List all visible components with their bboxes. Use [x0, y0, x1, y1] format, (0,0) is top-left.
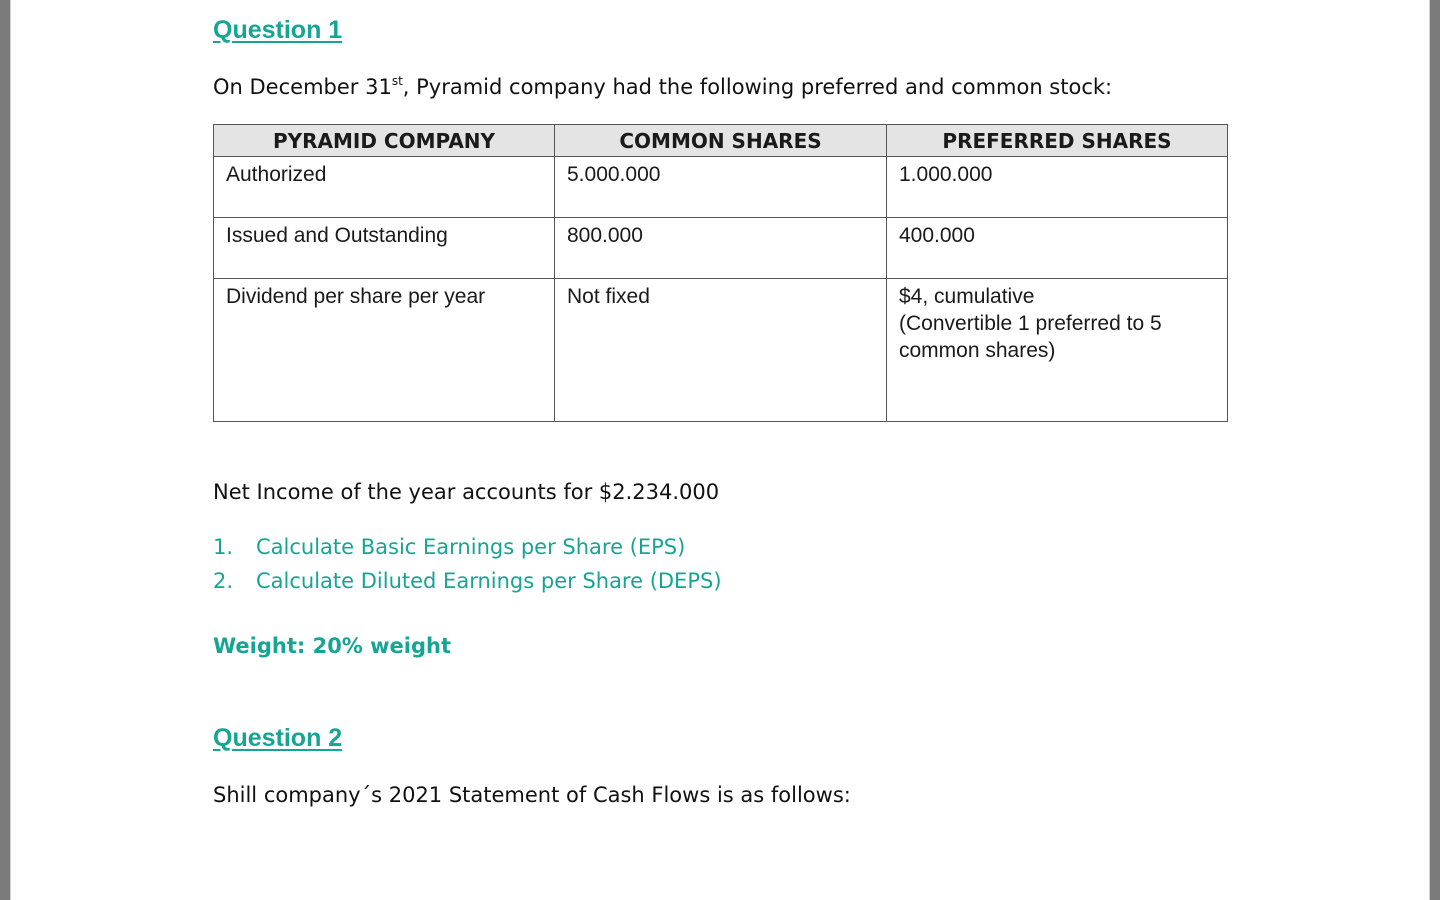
table-cell-label: Issued and Outstanding — [214, 218, 555, 279]
question-1-intro — [213, 74, 1112, 99]
preferred-line: 1.000.000 — [899, 163, 993, 186]
intro-text-start: On December 31 — [213, 75, 392, 99]
preferred-line: $4, cumulative — [899, 285, 1035, 308]
table-cell-common: Not fixed — [555, 279, 887, 422]
question-1-heading: Question 1 — [213, 16, 343, 44]
table-cell-common: 5.000.000 — [555, 157, 887, 218]
table-cell-preferred — [887, 218, 1228, 279]
list-item — [213, 564, 722, 598]
table-header-common: COMMON SHARES — [555, 125, 887, 157]
list-item-text: Calculate Basic Earnings per Share (EPS) — [256, 535, 686, 559]
net-income-text: Net Income of the year accounts for $2.234.000 — [213, 480, 720, 504]
preferred-line: 400.000 — [899, 224, 975, 247]
table-cell-label: Dividend per share per year — [214, 279, 555, 422]
table-cell-label: Authorized — [214, 157, 555, 218]
question-2-intro: Shill company´s 2021 Statement of Cash Flows is as follows: — [213, 783, 851, 807]
list-item — [213, 530, 722, 564]
task-list — [213, 530, 722, 598]
table-row — [214, 157, 1228, 218]
preferred-line: (Convertible 1 preferred to 5 — [899, 312, 1162, 335]
table-header-preferred: PREFERRED SHARES — [887, 125, 1228, 157]
weight-label: Weight: 20% weight — [213, 634, 452, 658]
list-item-number: 2. — [213, 569, 234, 593]
stock-table — [213, 124, 1228, 422]
intro-text-end: , Pyramid company had the following preferred and common stock: — [402, 75, 1113, 99]
table-cell-preferred — [887, 279, 1228, 422]
table-row — [214, 279, 1228, 422]
table-cell-preferred — [887, 157, 1228, 218]
document-page — [10, 0, 1430, 900]
table-row — [214, 218, 1228, 279]
list-item-number: 1. — [213, 535, 234, 559]
preferred-line: common shares) — [899, 339, 1056, 362]
table-header-company: PYRAMID COMPANY — [214, 125, 555, 157]
list-item-text: Calculate Diluted Earnings per Share (DEPS) — [256, 569, 722, 593]
table-cell-common: 800.000 — [555, 218, 887, 279]
table-header-row — [214, 125, 1228, 157]
intro-superscript: st — [391, 74, 403, 88]
question-2-heading: Question 2 — [213, 724, 343, 752]
